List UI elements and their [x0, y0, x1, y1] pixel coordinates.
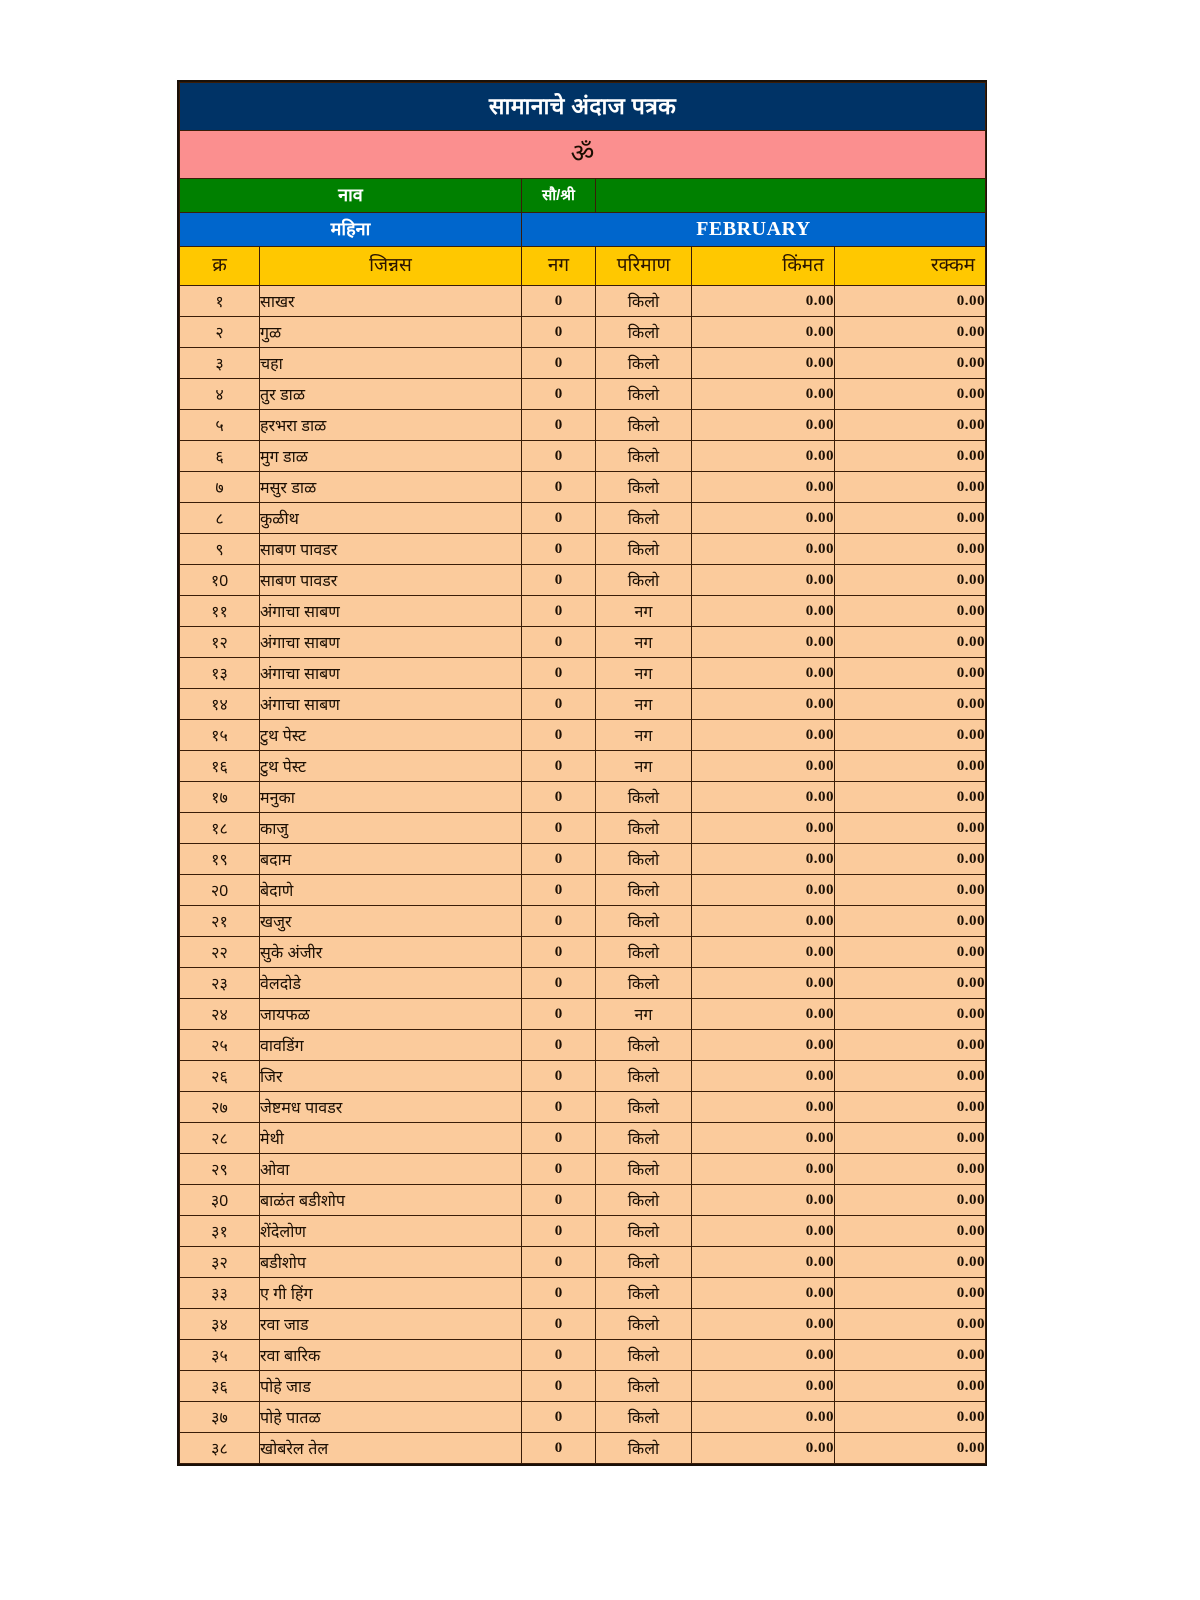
cell-rate[interactable]: 0.00: [692, 1371, 835, 1402]
cell-unit: किलो: [596, 1061, 692, 1092]
cell-amount[interactable]: 0.00: [835, 1247, 986, 1278]
cell-serial: ६: [180, 441, 260, 472]
cell-item[interactable]: साबण पावडर: [260, 534, 522, 565]
cell-rate[interactable]: 0.00: [692, 937, 835, 968]
cell-serial: २७: [180, 1092, 260, 1123]
cell-serial: १५: [180, 720, 260, 751]
table-row: [180, 1309, 986, 1340]
table-row: [180, 1061, 986, 1092]
cell-rate[interactable]: 0.00: [692, 782, 835, 813]
cell-serial: १३: [180, 658, 260, 689]
table-row: [180, 751, 986, 782]
cell-amount[interactable]: 0.00: [835, 999, 986, 1030]
cell-quantity[interactable]: 0: [522, 441, 596, 472]
cell-item[interactable]: साखर: [260, 286, 522, 317]
cell-unit: किलो: [596, 1154, 692, 1185]
cell-rate[interactable]: 0.00: [692, 1309, 835, 1340]
cell-amount[interactable]: 0.00: [835, 503, 986, 534]
cell-item[interactable]: जिर: [260, 1061, 522, 1092]
cell-rate[interactable]: 0.00: [692, 906, 835, 937]
cell-rate[interactable]: 0.00: [692, 1340, 835, 1371]
salutation-label: सौ/श्री: [522, 179, 596, 213]
cell-unit: किलो: [596, 813, 692, 844]
cell-serial: २0: [180, 875, 260, 906]
cell-rate[interactable]: 0.00: [692, 503, 835, 534]
month-value[interactable]: FEBRUARY: [522, 213, 986, 247]
cell-rate[interactable]: 0.00: [692, 410, 835, 441]
cell-quantity[interactable]: 0: [522, 410, 596, 441]
table-row: [180, 1340, 986, 1371]
cell-unit: नग: [596, 720, 692, 751]
table-row: [180, 317, 986, 348]
cell-rate[interactable]: 0.00: [692, 348, 835, 379]
table-body: [180, 286, 986, 1464]
cell-unit: किलो: [596, 1092, 692, 1123]
cell-amount[interactable]: 0.00: [835, 1154, 986, 1185]
cell-quantity[interactable]: 0: [522, 937, 596, 968]
table-row: [180, 1371, 986, 1402]
column-header-rate: किंमत: [692, 247, 835, 286]
cell-serial: ३४: [180, 1309, 260, 1340]
cell-quantity[interactable]: 0: [522, 1247, 596, 1278]
cell-rate[interactable]: 0.00: [692, 441, 835, 472]
cell-serial: ३: [180, 348, 260, 379]
cell-item[interactable]: टुथ पेस्ट: [260, 720, 522, 751]
cell-quantity[interactable]: 0: [522, 906, 596, 937]
cell-item[interactable]: टुथ पेस्ट: [260, 751, 522, 782]
cell-rate[interactable]: 0.00: [692, 689, 835, 720]
table-row: [180, 503, 986, 534]
cell-serial: ७: [180, 472, 260, 503]
table-row: [180, 472, 986, 503]
table-row: [180, 1154, 986, 1185]
cell-unit: किलो: [596, 1371, 692, 1402]
table-row: [180, 689, 986, 720]
cell-quantity[interactable]: 0: [522, 875, 596, 906]
cell-item[interactable]: खजुर: [260, 906, 522, 937]
cell-amount[interactable]: 0.00: [835, 379, 986, 410]
cell-unit: किलो: [596, 441, 692, 472]
column-header-item: जिन्नस: [260, 247, 522, 286]
cell-unit: किलो: [596, 1185, 692, 1216]
cell-item[interactable]: पोहे पातळ: [260, 1402, 522, 1433]
cell-quantity[interactable]: 0: [522, 720, 596, 751]
cell-serial: ३७: [180, 1402, 260, 1433]
cell-unit: किलो: [596, 937, 692, 968]
cell-amount[interactable]: 0.00: [835, 782, 986, 813]
cell-item[interactable]: ए गी हिंग: [260, 1278, 522, 1309]
cell-item[interactable]: कुळीथ: [260, 503, 522, 534]
cell-unit: किलो: [596, 844, 692, 875]
cell-quantity[interactable]: 0: [522, 1371, 596, 1402]
cell-serial: १८: [180, 813, 260, 844]
cell-item[interactable]: अंगाचा साबण: [260, 627, 522, 658]
cell-quantity[interactable]: 0: [522, 1433, 596, 1464]
cell-quantity[interactable]: 0: [522, 1154, 596, 1185]
cell-quantity[interactable]: 0: [522, 751, 596, 782]
cell-item[interactable]: चहा: [260, 348, 522, 379]
column-header-row: [180, 247, 986, 286]
cell-item[interactable]: रवा जाड: [260, 1309, 522, 1340]
cell-quantity[interactable]: 0: [522, 968, 596, 999]
cell-item[interactable]: सुके अंजीर: [260, 937, 522, 968]
cell-rate[interactable]: 0.00: [692, 1247, 835, 1278]
table-row: [180, 534, 986, 565]
cell-unit: किलो: [596, 968, 692, 999]
column-header-unit: परिमाण: [596, 247, 692, 286]
cell-amount[interactable]: 0.00: [835, 317, 986, 348]
cell-quantity[interactable]: 0: [522, 317, 596, 348]
cell-item[interactable]: हरभरा डाळ: [260, 410, 522, 441]
cell-unit: किलो: [596, 1216, 692, 1247]
cell-serial: २२: [180, 937, 260, 968]
cell-quantity[interactable]: 0: [522, 689, 596, 720]
cell-amount[interactable]: 0.00: [835, 534, 986, 565]
table-row: [180, 596, 986, 627]
cell-amount[interactable]: 0.00: [835, 286, 986, 317]
month-label: महिना: [180, 213, 522, 247]
table-row: [180, 658, 986, 689]
table-row: [180, 1030, 986, 1061]
cell-serial: ८: [180, 503, 260, 534]
cell-unit: किलो: [596, 1433, 692, 1464]
cell-amount[interactable]: 0.00: [835, 1185, 986, 1216]
cell-item[interactable]: जेष्टमध पावडर: [260, 1092, 522, 1123]
cell-amount[interactable]: 0.00: [835, 844, 986, 875]
cell-item[interactable]: अंगाचा साबण: [260, 658, 522, 689]
cell-quantity[interactable]: 0: [522, 1030, 596, 1061]
cell-unit: किलो: [596, 1278, 692, 1309]
cell-rate[interactable]: 0.00: [692, 627, 835, 658]
cell-unit: नग: [596, 999, 692, 1030]
cell-serial: १७: [180, 782, 260, 813]
cell-unit: नग: [596, 751, 692, 782]
cell-unit: किलो: [596, 317, 692, 348]
cell-serial: २८: [180, 1123, 260, 1154]
name-row: [180, 179, 986, 213]
table-row: [180, 1185, 986, 1216]
name-value-field[interactable]: [596, 179, 986, 213]
cell-quantity[interactable]: 0: [522, 503, 596, 534]
cell-amount[interactable]: 0.00: [835, 1061, 986, 1092]
table-row: [180, 844, 986, 875]
cell-serial: २६: [180, 1061, 260, 1092]
cell-item[interactable]: मसुर डाळ: [260, 472, 522, 503]
cell-amount[interactable]: 0.00: [835, 565, 986, 596]
cell-rate[interactable]: 0.00: [692, 1433, 835, 1464]
cell-item[interactable]: वावडिंग: [260, 1030, 522, 1061]
table-row: [180, 782, 986, 813]
cell-item[interactable]: अंगाचा साबण: [260, 689, 522, 720]
table-row: [180, 348, 986, 379]
column-header-sr: क्र: [180, 247, 260, 286]
table-row: [180, 875, 986, 906]
cell-item[interactable]: बडीशोप: [260, 1247, 522, 1278]
cell-quantity[interactable]: 0: [522, 1185, 596, 1216]
cell-rate[interactable]: 0.00: [692, 596, 835, 627]
om-row: [180, 131, 986, 179]
cell-unit: किलो: [596, 534, 692, 565]
cell-quantity[interactable]: 0: [522, 658, 596, 689]
cell-amount[interactable]: 0.00: [835, 813, 986, 844]
cell-serial: ३८: [180, 1433, 260, 1464]
cell-amount[interactable]: 0.00: [835, 472, 986, 503]
cell-amount[interactable]: 0.00: [835, 1092, 986, 1123]
estimate-table: [179, 82, 986, 1464]
cell-amount[interactable]: 0.00: [835, 720, 986, 751]
cell-serial: १0: [180, 565, 260, 596]
cell-amount[interactable]: 0.00: [835, 906, 986, 937]
cell-item[interactable]: वेलदोडे: [260, 968, 522, 999]
column-header-amount: रक्कम: [835, 247, 986, 286]
cell-unit: किलो: [596, 1247, 692, 1278]
cell-rate[interactable]: 0.00: [692, 317, 835, 348]
cell-rate[interactable]: 0.00: [692, 999, 835, 1030]
cell-quantity[interactable]: 0: [522, 813, 596, 844]
cell-item[interactable]: गुळ: [260, 317, 522, 348]
table-row: [180, 286, 986, 317]
cell-serial: २९: [180, 1154, 260, 1185]
cell-amount[interactable]: 0.00: [835, 410, 986, 441]
estimate-sheet: [177, 80, 987, 1466]
cell-serial: ४: [180, 379, 260, 410]
cell-amount[interactable]: 0.00: [835, 1402, 986, 1433]
table-row: [180, 565, 986, 596]
table-row: [180, 1123, 986, 1154]
cell-amount[interactable]: 0.00: [835, 751, 986, 782]
cell-serial: १४: [180, 689, 260, 720]
om-icon: ॐ: [180, 131, 986, 179]
table-row: [180, 627, 986, 658]
cell-quantity[interactable]: 0: [522, 1216, 596, 1247]
cell-item[interactable]: ओवा: [260, 1154, 522, 1185]
cell-item[interactable]: खोबरेल तेल: [260, 1433, 522, 1464]
cell-serial: १६: [180, 751, 260, 782]
cell-unit: किलो: [596, 1340, 692, 1371]
cell-rate[interactable]: 0.00: [692, 813, 835, 844]
cell-amount[interactable]: 0.00: [835, 689, 986, 720]
cell-quantity[interactable]: 0: [522, 1402, 596, 1433]
cell-amount[interactable]: 0.00: [835, 441, 986, 472]
cell-rate[interactable]: 0.00: [692, 286, 835, 317]
cell-unit: किलो: [596, 1030, 692, 1061]
table-row: [180, 410, 986, 441]
table-row: [180, 1247, 986, 1278]
cell-item[interactable]: शेंदेलोण: [260, 1216, 522, 1247]
cell-quantity[interactable]: 0: [522, 348, 596, 379]
table-row: [180, 906, 986, 937]
cell-serial: ३१: [180, 1216, 260, 1247]
cell-unit: किलो: [596, 472, 692, 503]
cell-quantity[interactable]: 0: [522, 1123, 596, 1154]
cell-quantity[interactable]: 0: [522, 565, 596, 596]
table-row: [180, 1402, 986, 1433]
cell-unit: किलो: [596, 1123, 692, 1154]
cell-amount[interactable]: 0.00: [835, 1030, 986, 1061]
cell-amount[interactable]: 0.00: [835, 937, 986, 968]
cell-serial: ३३: [180, 1278, 260, 1309]
cell-amount[interactable]: 0.00: [835, 596, 986, 627]
table-row: [180, 1278, 986, 1309]
cell-unit: किलो: [596, 906, 692, 937]
table-row: [180, 720, 986, 751]
cell-item[interactable]: मनुका: [260, 782, 522, 813]
cell-rate[interactable]: 0.00: [692, 1030, 835, 1061]
table-row: [180, 1092, 986, 1123]
cell-amount[interactable]: 0.00: [835, 1433, 986, 1464]
cell-unit: नग: [596, 627, 692, 658]
cell-unit: किलो: [596, 1309, 692, 1340]
table-row: [180, 968, 986, 999]
cell-rate[interactable]: 0.00: [692, 472, 835, 503]
cell-unit: किलो: [596, 379, 692, 410]
cell-serial: ११: [180, 596, 260, 627]
cell-rate[interactable]: 0.00: [692, 379, 835, 410]
table-row: [180, 937, 986, 968]
cell-unit: किलो: [596, 348, 692, 379]
cell-unit: किलो: [596, 503, 692, 534]
cell-rate[interactable]: 0.00: [692, 1061, 835, 1092]
cell-amount[interactable]: 0.00: [835, 875, 986, 906]
cell-unit: नग: [596, 658, 692, 689]
cell-item[interactable]: मेथी: [260, 1123, 522, 1154]
cell-item[interactable]: मुग डाळ: [260, 441, 522, 472]
cell-unit: किलो: [596, 286, 692, 317]
cell-item[interactable]: पोहे जाड: [260, 1371, 522, 1402]
cell-serial: १: [180, 286, 260, 317]
cell-serial: ३२: [180, 1247, 260, 1278]
cell-amount[interactable]: 0.00: [835, 1123, 986, 1154]
cell-rate[interactable]: 0.00: [692, 1092, 835, 1123]
cell-rate[interactable]: 0.00: [692, 751, 835, 782]
cell-quantity[interactable]: 0: [522, 1278, 596, 1309]
table-row: [180, 1216, 986, 1247]
cell-serial: २१: [180, 906, 260, 937]
cell-rate[interactable]: 0.00: [692, 565, 835, 596]
cell-quantity[interactable]: 0: [522, 1309, 596, 1340]
cell-quantity[interactable]: 0: [522, 1061, 596, 1092]
table-row: [180, 1433, 986, 1464]
cell-amount[interactable]: 0.00: [835, 627, 986, 658]
cell-amount[interactable]: 0.00: [835, 1216, 986, 1247]
cell-item[interactable]: काजु: [260, 813, 522, 844]
cell-quantity[interactable]: 0: [522, 379, 596, 410]
month-row: [180, 213, 986, 247]
table-row: [180, 813, 986, 844]
cell-unit: नग: [596, 596, 692, 627]
cell-item[interactable]: अंगाचा साबण: [260, 596, 522, 627]
cell-quantity[interactable]: 0: [522, 286, 596, 317]
table-row: [180, 441, 986, 472]
cell-rate[interactable]: 0.00: [692, 1278, 835, 1309]
cell-amount[interactable]: 0.00: [835, 348, 986, 379]
cell-amount[interactable]: 0.00: [835, 1309, 986, 1340]
cell-quantity[interactable]: 0: [522, 472, 596, 503]
cell-quantity[interactable]: 0: [522, 1092, 596, 1123]
cell-serial: ३५: [180, 1340, 260, 1371]
cell-serial: ९: [180, 534, 260, 565]
cell-item[interactable]: तुर डाळ: [260, 379, 522, 410]
table-row: [180, 999, 986, 1030]
cell-serial: ३0: [180, 1185, 260, 1216]
cell-unit: किलो: [596, 410, 692, 441]
column-header-qty: नग: [522, 247, 596, 286]
cell-rate[interactable]: 0.00: [692, 658, 835, 689]
cell-rate[interactable]: 0.00: [692, 534, 835, 565]
cell-rate[interactable]: 0.00: [692, 1185, 835, 1216]
cell-serial: १९: [180, 844, 260, 875]
cell-unit: किलो: [596, 782, 692, 813]
cell-rate[interactable]: 0.00: [692, 875, 835, 906]
cell-rate[interactable]: 0.00: [692, 844, 835, 875]
cell-amount[interactable]: 0.00: [835, 968, 986, 999]
cell-serial: २४: [180, 999, 260, 1030]
cell-unit: किलो: [596, 1402, 692, 1433]
cell-serial: २३: [180, 968, 260, 999]
cell-quantity[interactable]: 0: [522, 1340, 596, 1371]
cell-quantity[interactable]: 0: [522, 999, 596, 1030]
title-row: [180, 83, 986, 131]
cell-serial: २५: [180, 1030, 260, 1061]
cell-rate[interactable]: 0.00: [692, 720, 835, 751]
cell-rate[interactable]: 0.00: [692, 968, 835, 999]
cell-serial: ३६: [180, 1371, 260, 1402]
cell-unit: नग: [596, 689, 692, 720]
cell-amount[interactable]: 0.00: [835, 1340, 986, 1371]
cell-item[interactable]: बदाम: [260, 844, 522, 875]
cell-rate[interactable]: 0.00: [692, 1216, 835, 1247]
cell-amount[interactable]: 0.00: [835, 1278, 986, 1309]
cell-amount[interactable]: 0.00: [835, 1371, 986, 1402]
cell-item[interactable]: साबण पावडर: [260, 565, 522, 596]
cell-unit: किलो: [596, 875, 692, 906]
cell-item[interactable]: रवा बारिक: [260, 1340, 522, 1371]
cell-quantity[interactable]: 0: [522, 534, 596, 565]
cell-serial: १२: [180, 627, 260, 658]
cell-quantity[interactable]: 0: [522, 844, 596, 875]
cell-item[interactable]: बाळंत बडीशोप: [260, 1185, 522, 1216]
name-label: नाव: [180, 179, 522, 213]
cell-item[interactable]: जायफळ: [260, 999, 522, 1030]
cell-quantity[interactable]: 0: [522, 627, 596, 658]
cell-quantity[interactable]: 0: [522, 782, 596, 813]
cell-rate[interactable]: 0.00: [692, 1123, 835, 1154]
cell-rate[interactable]: 0.00: [692, 1402, 835, 1433]
cell-unit: किलो: [596, 565, 692, 596]
cell-quantity[interactable]: 0: [522, 596, 596, 627]
cell-item[interactable]: बेदाणे: [260, 875, 522, 906]
cell-rate[interactable]: 0.00: [692, 1154, 835, 1185]
cell-serial: ५: [180, 410, 260, 441]
table-row: [180, 379, 986, 410]
cell-serial: २: [180, 317, 260, 348]
page-title: सामानाचे अंदाज पत्रक: [180, 83, 986, 131]
cell-amount[interactable]: 0.00: [835, 658, 986, 689]
